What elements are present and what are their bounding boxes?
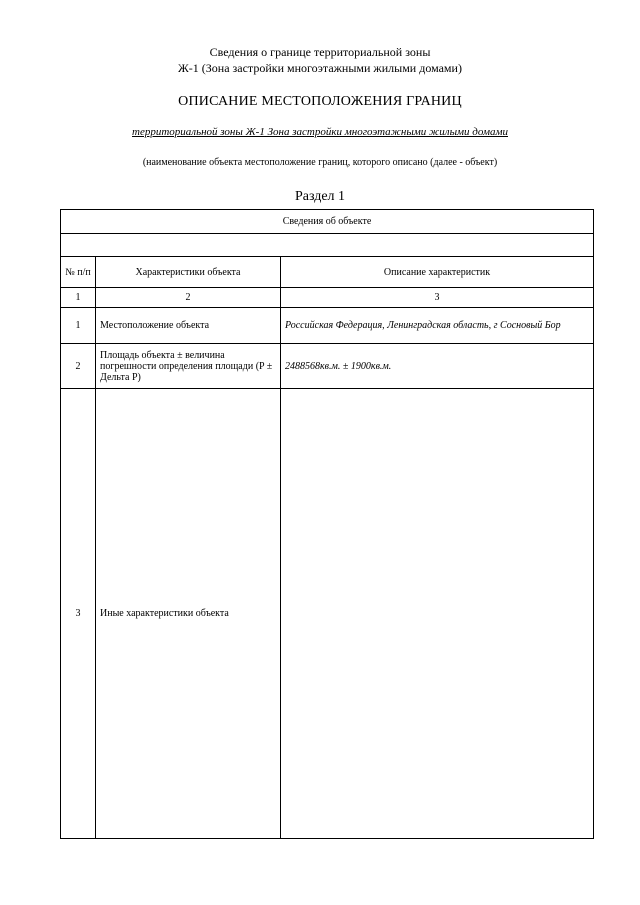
document-title: ОПИСАНИЕ МЕСТОПОЛОЖЕНИЯ ГРАНИЦ xyxy=(178,94,462,109)
row-number: 1 xyxy=(61,308,96,344)
table-row xyxy=(61,389,594,839)
row-characteristic: Местоположение объекта xyxy=(96,308,281,344)
row-description: 2488568кв.м. ± 1900кв.м. xyxy=(281,344,594,389)
row-description xyxy=(281,389,594,839)
empty-row xyxy=(61,234,594,257)
column-header-characteristic: Характеристики объекта xyxy=(96,257,281,288)
row-characteristic: Иные характеристики объекта xyxy=(96,389,281,839)
heading-line-2: Ж-1 (Зона застройки многоэтажными жилыми домами) xyxy=(178,61,462,75)
column-number-2: 2 xyxy=(96,288,281,308)
object-info-table xyxy=(60,209,594,839)
row-characteristic: Площадь объекта ± величина погрешности определения площади (P ± Дельта P) xyxy=(96,344,281,389)
section-title: Раздел 1 xyxy=(294,189,346,204)
table-row xyxy=(61,308,594,344)
column-header-number: № п/п xyxy=(61,257,96,288)
object-name: территориальной зоны Ж-1 Зона застройки многоэтажными жилыми домами xyxy=(132,126,508,138)
table-row xyxy=(61,344,594,389)
object-caption: (наименование объекта местоположение границ, которого описано (далее - объект) xyxy=(142,157,498,168)
heading-line-1: Сведения о границе территориальной зоны xyxy=(209,45,431,59)
column-number-1: 1 xyxy=(61,288,96,308)
column-number-3: 3 xyxy=(281,288,594,308)
table-caption: Сведения об объекте xyxy=(61,210,594,234)
row-number: 2 xyxy=(61,344,96,389)
row-description: Российская Федерация, Ленинградская область, г Сосновый Бор xyxy=(281,308,594,344)
row-number: 3 xyxy=(61,389,96,839)
document-heading xyxy=(0,44,640,76)
column-header-description: Описание характеристик xyxy=(281,257,594,288)
